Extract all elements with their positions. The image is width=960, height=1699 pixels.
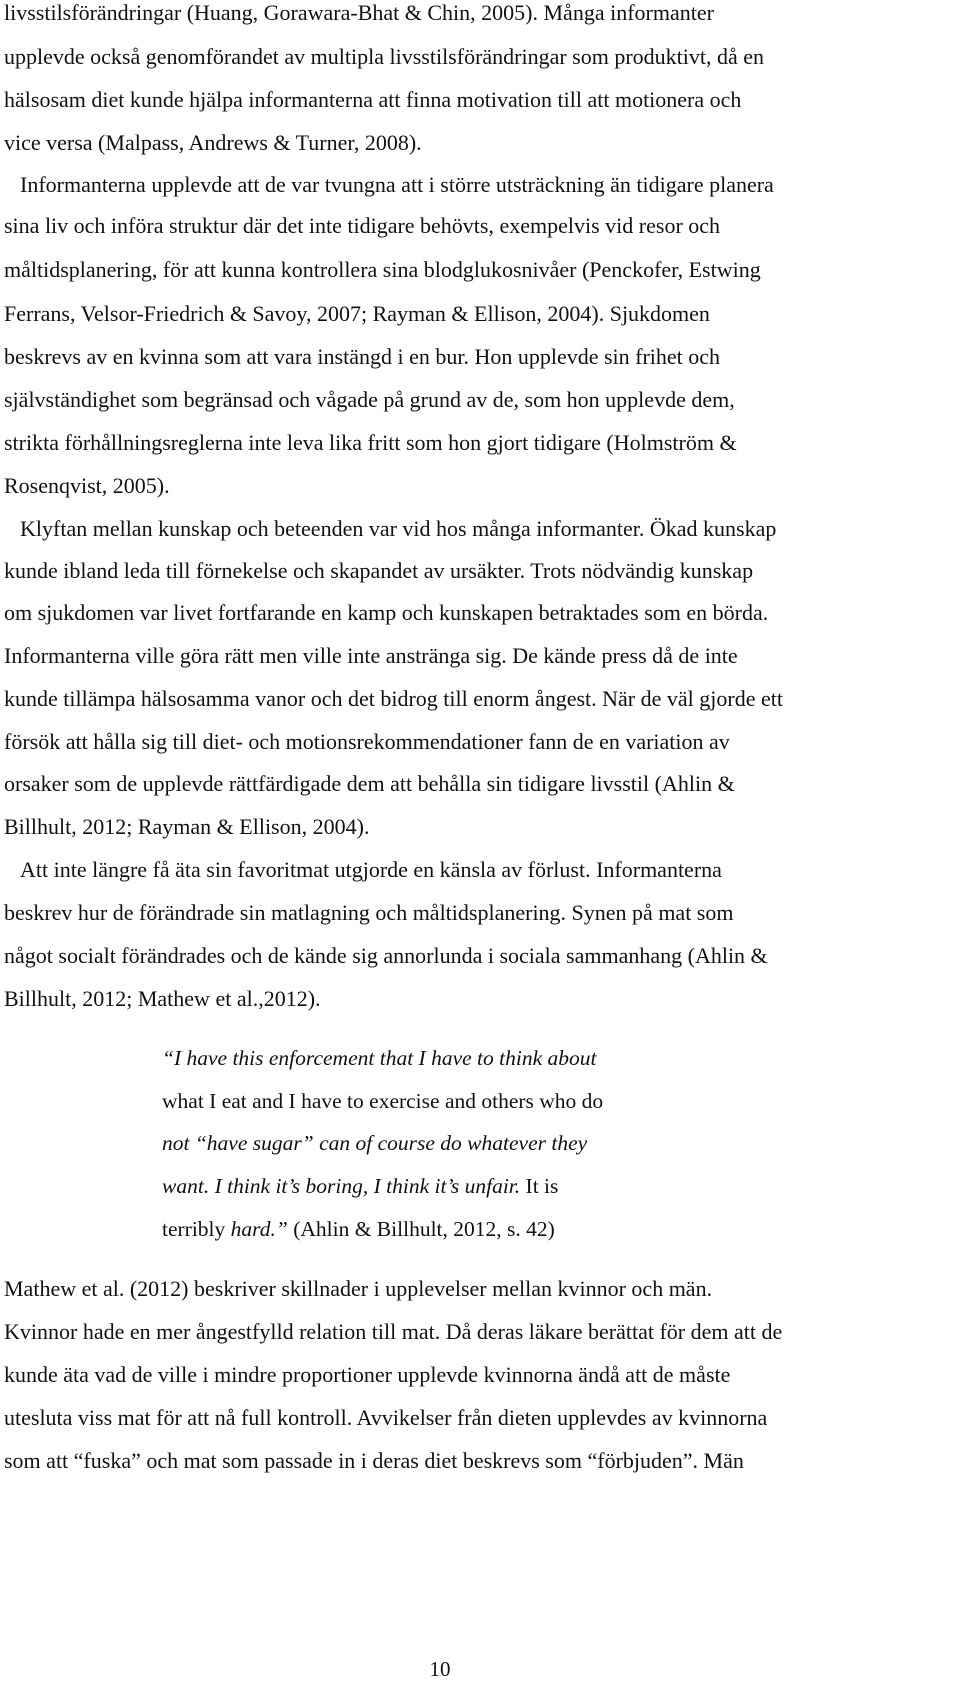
text-line: livsstilsförändringar (Huang, Gorawara-Bhat & Chin, 2005). Många informanter: [4, 0, 714, 25]
text-line: Att inte längre få äta sin favoritmat utgjorde en känsla av förlust. Informanterna: [20, 857, 722, 882]
text-line: strikta förhållningsreglerna inte leva lika fritt som hon gjort tidigare (Holmström &: [4, 430, 737, 455]
text-line: kunde tillämpa hälsosamma vanor och det bidrog till enorm ångest. När de väl gjorde ett: [4, 686, 783, 711]
text-line: Rosenqvist, 2005).: [4, 473, 170, 498]
text-line: vice versa (Malpass, Andrews & Turner, 2008).: [4, 130, 422, 155]
text-line: försök att hålla sig till diet- och motionsrekommendationer fann de en variation av: [4, 729, 730, 754]
text-line: upplevde också genomförandet av multipla livsstilsförändringar som produktivt, då en: [4, 44, 765, 69]
quote-line: terribly hard.” (Ahlin & Billhult, 2012, s. 42): [162, 1217, 555, 1241]
text-line: Billhult, 2012; Mathew et al.,2012).: [4, 986, 321, 1011]
text-line: utesluta viss mat för att nå full kontroll. Avvikelser från dieten upplevdes av kvinnorna: [4, 1405, 768, 1430]
text-line: beskrevs av en kvinna som att vara instängd i en bur. Hon upplevde sin frihet och: [4, 344, 721, 369]
text-line: om sjukdomen var livet fortfarande en kamp och kunskapen betraktades som en börda.: [4, 600, 769, 625]
text-line: Klyftan mellan kunskap och beteenden var vid hos många informanter. Ökad kunskap: [20, 516, 777, 541]
quote-line: what I eat and I have to exercise and others who do: [162, 1089, 604, 1113]
text-line: Billhult, 2012; Rayman & Ellison, 2004).: [4, 814, 370, 839]
quote-line: want. I think it’s boring, I think it’s unfair. It is: [162, 1174, 559, 1198]
quote-line: “I have this enforcement that I have to think about: [162, 1046, 597, 1070]
text-line: Ferrans, Velsor-Friedrich & Savoy, 2007; Rayman & Ellison, 2004). Sjukdomen: [4, 301, 710, 326]
text-line: självständighet som begränsad och vågade på grund av de, som hon upplevde dem,: [4, 387, 735, 412]
text-line: som att “fuska” och mat som passade in i deras diet beskrevs som “förbjuden”. Män: [4, 1448, 744, 1473]
text-line: hälsosam diet kunde hjälpa informanterna att finna motivation till att motionera och: [4, 87, 742, 112]
text-line: Informanterna upplevde att de var tvungna att i större utsträckning än tidigare planera: [20, 172, 774, 197]
text-line: Mathew et al. (2012) beskriver skillnader i upplevelser mellan kvinnor och män.: [4, 1276, 713, 1301]
text-line: beskrev hur de förändrade sin matlagning och måltidsplanering. Synen på mat som: [4, 900, 734, 925]
page-number: 10: [429, 1657, 451, 1681]
text-line: sina liv och införa struktur där det inte tidigare behövts, exempelvis vid resor och: [4, 213, 721, 238]
text-line: kunde ibland leda till förnekelse och skapandet av ursäkter. Trots nödvändig kunskap: [4, 558, 754, 583]
text-line: kunde äta vad de ville i mindre proportioner upplevde kvinnorna ändå att de måste: [4, 1362, 731, 1387]
text-line: orsaker som de upplevde rättfärdigade dem att behålla sin tidigare livsstil (Ahlin &: [4, 771, 735, 796]
quote-line: not “have sugar” can of course do whatever they: [162, 1131, 588, 1155]
text-line: något socialt förändrades och de kände sig annorlunda i sociala sammanhang (Ahlin &: [4, 943, 768, 968]
text-line: måltidsplanering, för att kunna kontrollera sina blodglukosnivåer (Penckofer, Estwing: [4, 257, 761, 282]
text-line: Kvinnor hade en mer ångestfylld relation till mat. Då deras läkare berättat för dem att de: [4, 1319, 783, 1344]
text-line: Informanterna ville göra rätt men ville inte anstränga sig. De kände press då de inte: [4, 643, 738, 668]
